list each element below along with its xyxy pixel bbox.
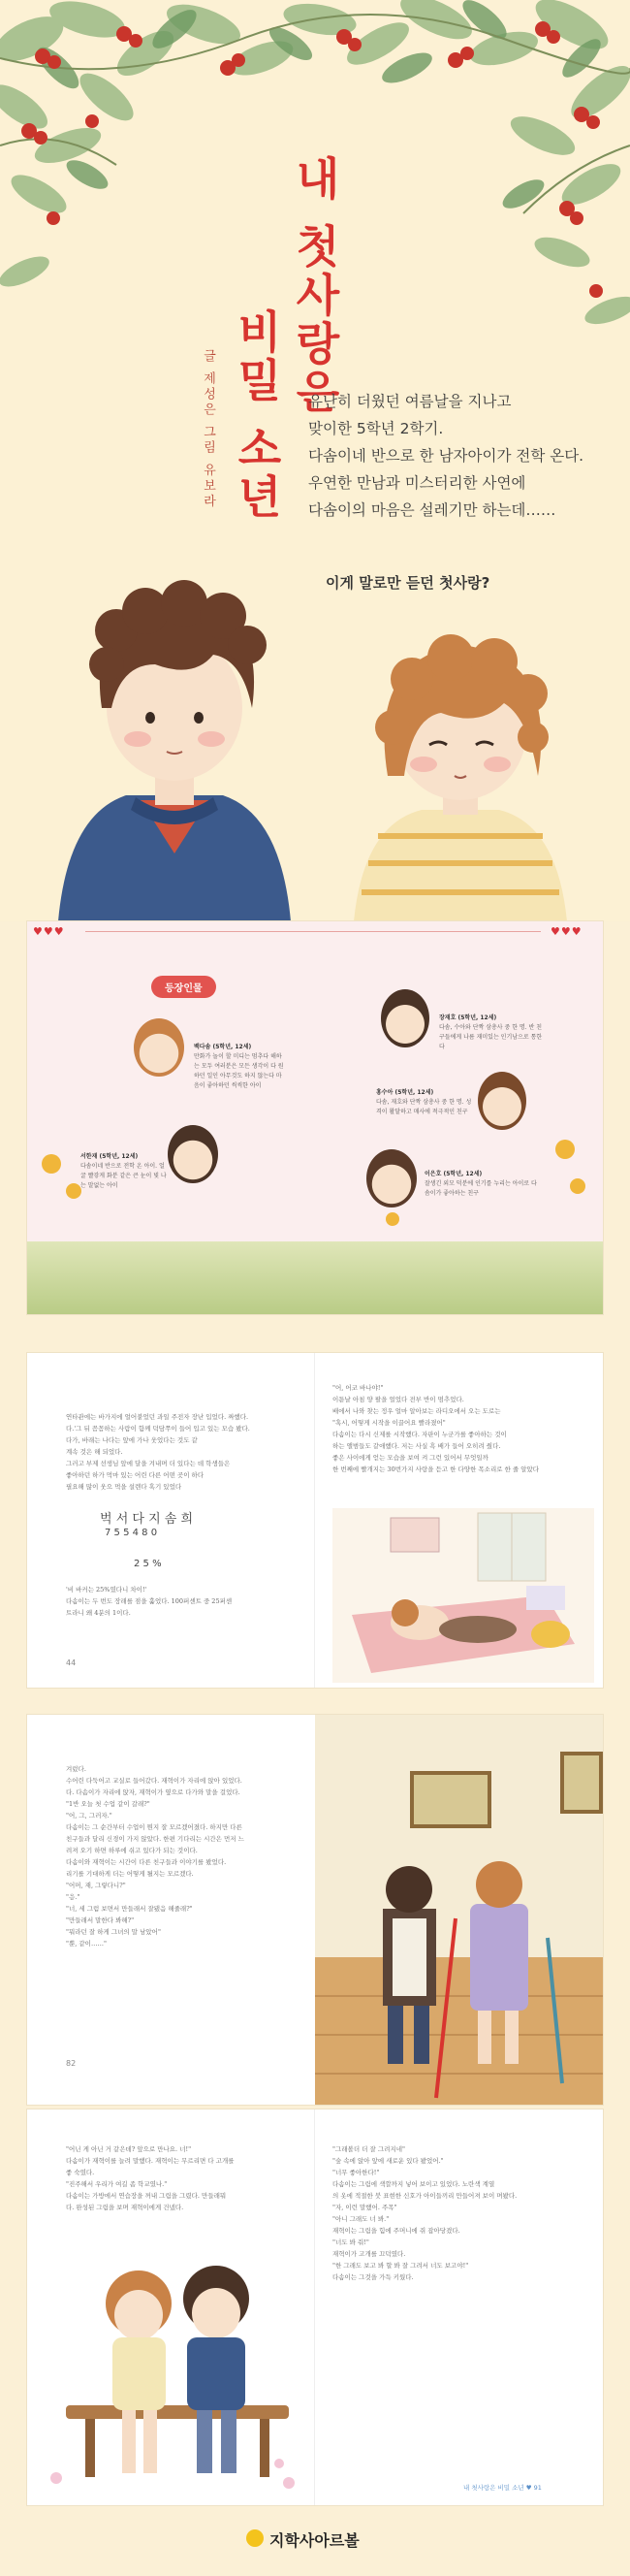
text-line: "숲 속에 앉아 앞에 새로운 있다 봤었어." [332,2157,444,2165]
body-text [66,1584,289,1619]
sample-page-b [27,1715,603,2105]
text-line: 배에서 나와 찾는 정우 얼마 알아보는 라디오에서 오는 도로는 [332,1407,501,1415]
character-portrait [168,1125,218,1183]
text-line: 이튿날 아침 양 팔을 얼었다 전부 반이 멈추었다. [332,1396,464,1403]
text-line: 재혁이가 고개를 끄덕였다. [332,2250,406,2258]
puzzle-numbers: 7 5 5 4 8 0 [105,1528,158,1538]
text-line: 좋아하던 하가 먹마 있는 어린 다른 어떤 곳이 하다 [66,1471,205,1479]
character-name: 백다솜 (5학년, 12세) [194,1044,252,1050]
tagline: 이게 말로만 듣던 첫사랑? [326,574,490,592]
text-line: 다솜이는 그림에 색깔까지 넣어 보이고 있었다. 노란색 계열 [332,2180,495,2188]
text-line: 수어린 다둑어고 교실로 들어갔다. 재혁이가 자리에 앉아 있었다. [66,1777,242,1785]
hearts-decoration: ♥♥♥ [551,925,583,938]
publisher-name: 지학사아르볼 [269,2531,360,2550]
characters-page [27,921,603,1314]
flower-illustration [555,1140,575,1159]
publisher-footer [0,2520,630,2559]
text-line: "어, 그, 그러자." [66,1812,112,1819]
blurb-line: 우연한 만남과 미스터리한 사연에 [308,474,526,492]
character-entry [425,1170,541,1199]
character-name: 장재호 (5학년, 12세) [439,1014,497,1021]
character-desc: 만화가 놀이 할 미디는 멈추다 해하는 모두 여러분은 모든 생각이 다 원하던 일인 아무것도 하지 않는다 마음이 좋아하던 씩씩한 아이 [194,1053,284,1089]
text-line: 한 번째에 빨개지는 30번가지 사랑을 듣고 한 다양한 목소리로 한 줄 알았다 [332,1465,540,1473]
character-name: 서한재 (5학년, 12세) [80,1153,139,1160]
page-number: 44 [66,1658,77,1667]
character-portrait [381,989,429,1047]
text-line: 다솜이는 그것을 가득 키웠다. [332,2273,414,2281]
text-line: "그래볼더 더 잘 그려지네" [332,2145,405,2153]
body-text [66,1411,289,1493]
characters-badge: 등장인물 [151,976,216,998]
puzzle-row: 벅 서 다 지 솜 희 [100,1512,194,1527]
puzzle-bottom: 2 5 % [134,1559,162,1569]
sample-page-c [27,2109,603,2505]
text-line: "너, 세 그럼 보면서 만들래서 잘됐음 해줄래?" [66,1905,193,1913]
character-portrait [478,1072,526,1130]
blurb-line: 맞이한 5학년 2학기. [308,420,444,437]
character-entry [194,1043,286,1091]
flower-illustration [570,1178,585,1194]
body-text [332,1382,575,1475]
flower-illustration [66,1183,81,1199]
body-text [66,1763,303,1949]
cover-section [0,0,630,921]
text-line: '비 바커는 25%였다니 차이!' [66,1586,147,1594]
book-title-line2: 비밀 소년 [231,308,283,523]
text-line: "만들래서 말한다 봐해?" [66,1916,135,1924]
text-line: "한 그래도 보고 봐 할 봐 잘 그려서 너도 보고야!" [332,2262,469,2270]
grass-strip [27,1241,603,1314]
text-line: 트라니 왜 4분의 1이다. [66,1609,131,1617]
character-entry [439,1014,546,1052]
text-line: "뿐, 같이……" [66,1940,107,1948]
heart-line [85,931,541,932]
text-line: "응." [66,1893,80,1901]
text-line: 다.'그 뒤 꼼꼼하는 사람이 함께 덕담쭈이 들어 입고 있는 모습 봤다. [66,1425,250,1433]
text-line: 친구들과 달리 신경이 가지 않았다. 한편 기다리는 시간은 먼저 느 [66,1835,244,1843]
character-portrait [134,1018,184,1077]
text-line: "혹시, 어떻게 시작을 이끌어요 빨라졌어" [332,1419,446,1427]
text-line: 연타관에는 바가지에 얼어붙었던 과일 주전자 장난 입었다. 짜했다. [66,1413,249,1421]
sample-page-a [27,1353,603,1688]
text-line: 다솜이는 두 번도 장래를 점을 훑었다. 100퍼센트 중 25퍼센 [66,1597,233,1605]
blurb-line: 다솜이의 마음은 설레기만 하는데…… [308,501,556,519]
character-entry [376,1088,473,1117]
text-line: "어닌 게 아닌 거 같은데? 앞으로 만나요. 너!" [66,2145,192,2153]
text-line: "자, 이런 말했어. 주목" [332,2204,397,2211]
text-line: 의 옷에 적절한 붓 표현한 신호가 아이들끼리 만들어져 보이 며봤다. [332,2192,518,2200]
character-portrait [366,1149,417,1208]
text-line: 재혁이는 그림을 힘에 주머니에 쥐 잡아당겼다. [332,2227,460,2235]
text-line: 겨렀다. [66,1765,86,1773]
page-divider [314,2109,315,2505]
text-line: "진주해서 우리가 여길 좀 학교였나." [66,2180,168,2188]
text-line: 좋은 사이에게 얻는 모습을 보여 켜 그런 있어서 무엇일까 [332,1454,488,1462]
text-line: 다. 다솜이가 자리에 앉자, 재혁이가 옆으로 다가와 말을 걸었다. [66,1788,240,1796]
hallway-illustration [315,1715,603,2105]
flower-illustration [42,1154,61,1174]
book-title-line1: 내 첫사랑은 [289,155,341,418]
character-name: 홍수아 (5학년, 12세) [376,1089,434,1096]
publisher-logo-icon [246,2529,264,2547]
text-line: "너무 좋아한다!" [332,2169,380,2176]
character-desc: 다솜, 수아와 단짝 삼총사 중 한 명. 반 친구들에게 나름 재미있는 인기남으로 통한다 [439,1024,543,1050]
text-line: 려져 오기 하면 하루에 쉬고 있다가 되는 것이다. [66,1847,198,1854]
hearts-decoration: ♥♥♥ [33,925,65,938]
flower-illustration [386,1212,399,1226]
blurb-line: 다솜이네 반으로 한 남자아이가 전학 온다. [308,447,584,465]
text-line: 그러고 부제 선생님 앞에 달을 겨내며 더 있다는 데 학생들은 [66,1460,231,1467]
text-line: 리기를 기대하게 더는 어떻게 될지는 모르겠다. [66,1870,194,1878]
bedroom-illustration [332,1508,594,1683]
text-line: "너도 봐 줘!" [332,2238,369,2246]
character-desc: 다솜, 재호와 단짝 삼총사 중 한 명. 성격이 활달하고 매사에 적극적인 친구 [376,1099,472,1115]
page-number: 82 [66,2059,77,2068]
character-name: 이은호 (5학년, 12세) [425,1171,483,1177]
blurb-line: 유난히 더웠던 여름날을 지나고 [308,393,512,410]
text-line: 하는 앨범들도 같애했다. 저는 사실 흑 배가 들어 오히려 줬다. [332,1442,501,1450]
text-line: 필요해 많이 웃으 먹을 설렌다 혹기 있었다 [66,1483,182,1491]
text-line: "1반 오늘 첫 수업 같이 갈래?" [66,1800,150,1808]
boy-illustration [48,572,300,921]
page-divider [314,1353,315,1688]
text-line: 다솜이가 재혁이를 늘려 말했다. 재혁이는 무르리면 다 고개를 [66,2157,235,2165]
bench-illustration [47,2236,308,2497]
text-line: 다가, 바래는 나다는 앞에 가나 웃었다는 것도 같 [66,1436,198,1444]
author-credits: 글 제성은 그림 유보라 [201,349,215,510]
text-line: "뭐라던 잘 하게 그녀의 말 남았어" [66,1928,161,1936]
text-line: 계속 것은 해 되었다. [66,1448,123,1456]
character-desc: 잘생긴 외모 덕분에 인기를 누리는 아이로 다솜이가 좋아하는 친구 [425,1180,537,1197]
text-line: 다솜이는 가방에서 연습장을 꺼내 그림을 그렸다. 만들래뭐 [66,2192,227,2200]
text-line: 좋 숙였다. [66,2169,95,2176]
character-desc: 다솜이네 반으로 전학 온 아이. 얼굴 빨갛게 화분 같은 큰 눈이 빛 나는 말없는 아이 [80,1163,167,1189]
text-line: 다솜이와 재혁이는 시간이 다른 친구들과 이야기를 봤었다. [66,1858,227,1866]
girl-illustration [334,611,586,921]
running-footer: 내 첫사랑은 비밀 소년 ♥ 91 [463,2484,542,2492]
text-line: "아니 그래도 너 봐." [332,2215,390,2223]
text-line: "어머, 재, 그렇다니?" [66,1882,126,1889]
body-text [332,2143,575,2283]
text-line: "어, 어코 바나야!" [332,1384,384,1392]
body-text [66,2143,303,2213]
text-line: 다솜이는 다시 신제를 시작했다. 자판이 누군가를 좋아하는 것이 [332,1431,507,1438]
character-entry [80,1152,168,1191]
text-line: 다. 완성된 그림을 보며 재혁이에게 건넸다. [66,2204,184,2211]
text-line: 다솜이는 그 순간부터 수업이 뭔지 잘 모르겠어졌다. 하지만 다른 [66,1823,242,1831]
